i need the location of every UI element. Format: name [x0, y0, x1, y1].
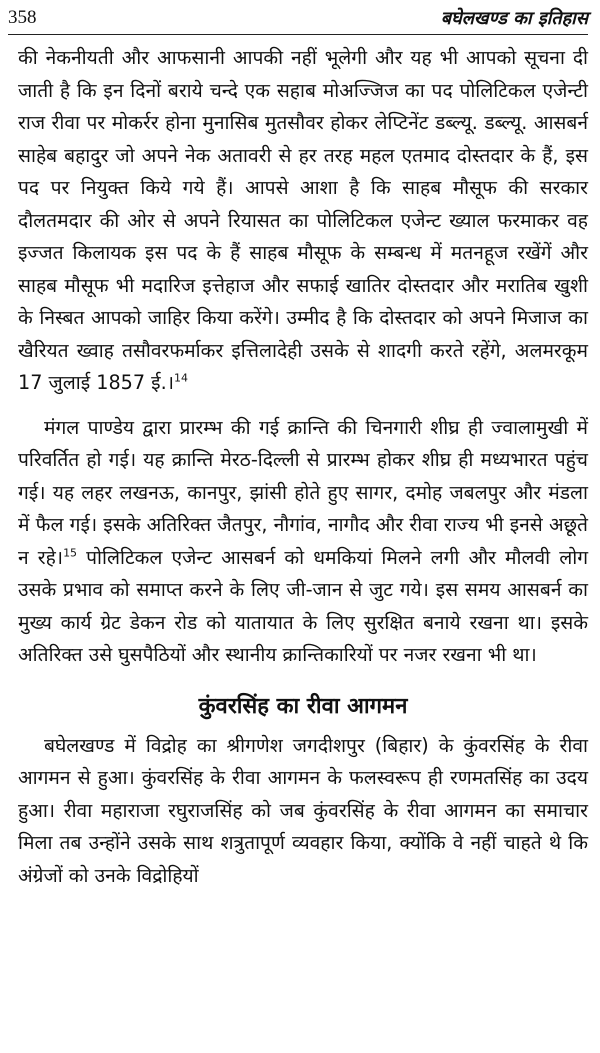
section-heading: कुंवरसिंह का रीवा आगमन — [198, 693, 408, 719]
paragraph-revolt-spread — [18, 412, 588, 672]
page-number: 358 — [8, 7, 37, 28]
paragraph-text: बघेलखण्ड में विद्रोह का श्रीगणेश जगदीशपुर (बिहार) के कुंवरसिंह के रीवा आगमन से हुआ। कुंवरसिंह के रीवा आगमन के फलस्वरूप ही रणमतसिंह का उदय हुआ। रीवा महाराजा रघुराजसिंह को जब कुंवरसिंह के रीवा आगमन का समाचार मिला तब उन्होंने उसके साथ शत्रुतापूर्ण व्यवहार किया, क्योंकि वे नहीं चाहते थे कि अंग्रेजों को उनके विद्रोहियों — [18, 733, 588, 887]
footnote-ref: 14 — [173, 371, 188, 385]
paragraph-kunwarsingh — [18, 730, 588, 893]
header-divider — [8, 34, 588, 35]
footnote-ref: 15 — [63, 546, 78, 560]
page-header — [8, 4, 588, 32]
paragraph-text: मंगल पाण्डेय द्वारा प्रारम्भ की गई क्रान्ति की चिनगारी शीघ्र ही ज्वालामुखी में परिवर्तित हो गई। यह क्रान्ति मेरठ-दिल्ली से प्रारम्भ होकर शीघ्र ही मध्यभारत पहुंच गई। यह लहर लखनऊ, कानपुर, झांसी होते हुए सागर, दमोह जबलपुर और मंडला में फैल गई। इसके अतिरिक्त जैतपुर, नौगांव, नागौद और रीवा राज्य भी इनसे अछूते न रहे। — [18, 415, 588, 569]
running-title: बघेलखण्ड का इतिहास — [440, 8, 588, 29]
paragraph-text-cont: पोलिटिकल एजेन्ट आसबर्न को धमकियां मिलने लगी और मौलवी लोग उसके प्रभाव को समाप्त करने के लिए जी-जान से जुट गये। इस समय आसबर्न का मुख्य कार्य ग्रेट डेकन रोड को यातायात के लिए सुरक्षित बनाये रखना था। इसके अतिरिक्त उसे घुसपैठियों और स्थानीय क्रान्तिकारियों पर नजर रखना भी था। — [18, 545, 588, 666]
page-body — [18, 42, 588, 904]
paragraph-text: की नेकनीयती और आफसानी आपकी नहीं भूलेगी और यह भी आपको सूचना दी जाती है कि इन दिनों बराये चन्दे एक सहाब मोअज्जिज का पद पोलिटिकल एजेन्टी राज रीवा पर मोकर्रर होना मुनासिब मुतसौवर होकर लेप्टिनेंट डब्ल्यू. डब्ल्यू. आसबर्न साहेब बहादुर जो अपने नेक अतावरी से हर तरह महल एतमाद दोस्तदार के हैं, इस पद पर नियुक्त किये गये हैं। आपसे आशा है कि साहब मौसूफ की सरकार दौलतमदार की ओर से अपने रियासत का पोलिटिकल एजेन्ट ख्याल फरमाकर वह इज्जत किलायक इस पद के हैं साहब मौसूफ के सम्बन्ध में मतनहूज रखेंगें और साहब मौसूफ भी मदारिज इत्तेहाज और सफाई खातिर दोस्तदार और मरातिब खुशी के निस्बत आपको जाहिर किया करेंगे। उम्मीद है कि दोस्तदार को अपने मिजाज का खैरियत ख्वाह तसौवरफर्माकर इत्तिलादेही उसके से शादगी करते रहेंगे, अलमरकूम 17 जुलाई 1857 ई.। — [18, 46, 588, 394]
paragraph-quoted-letter — [18, 42, 588, 400]
